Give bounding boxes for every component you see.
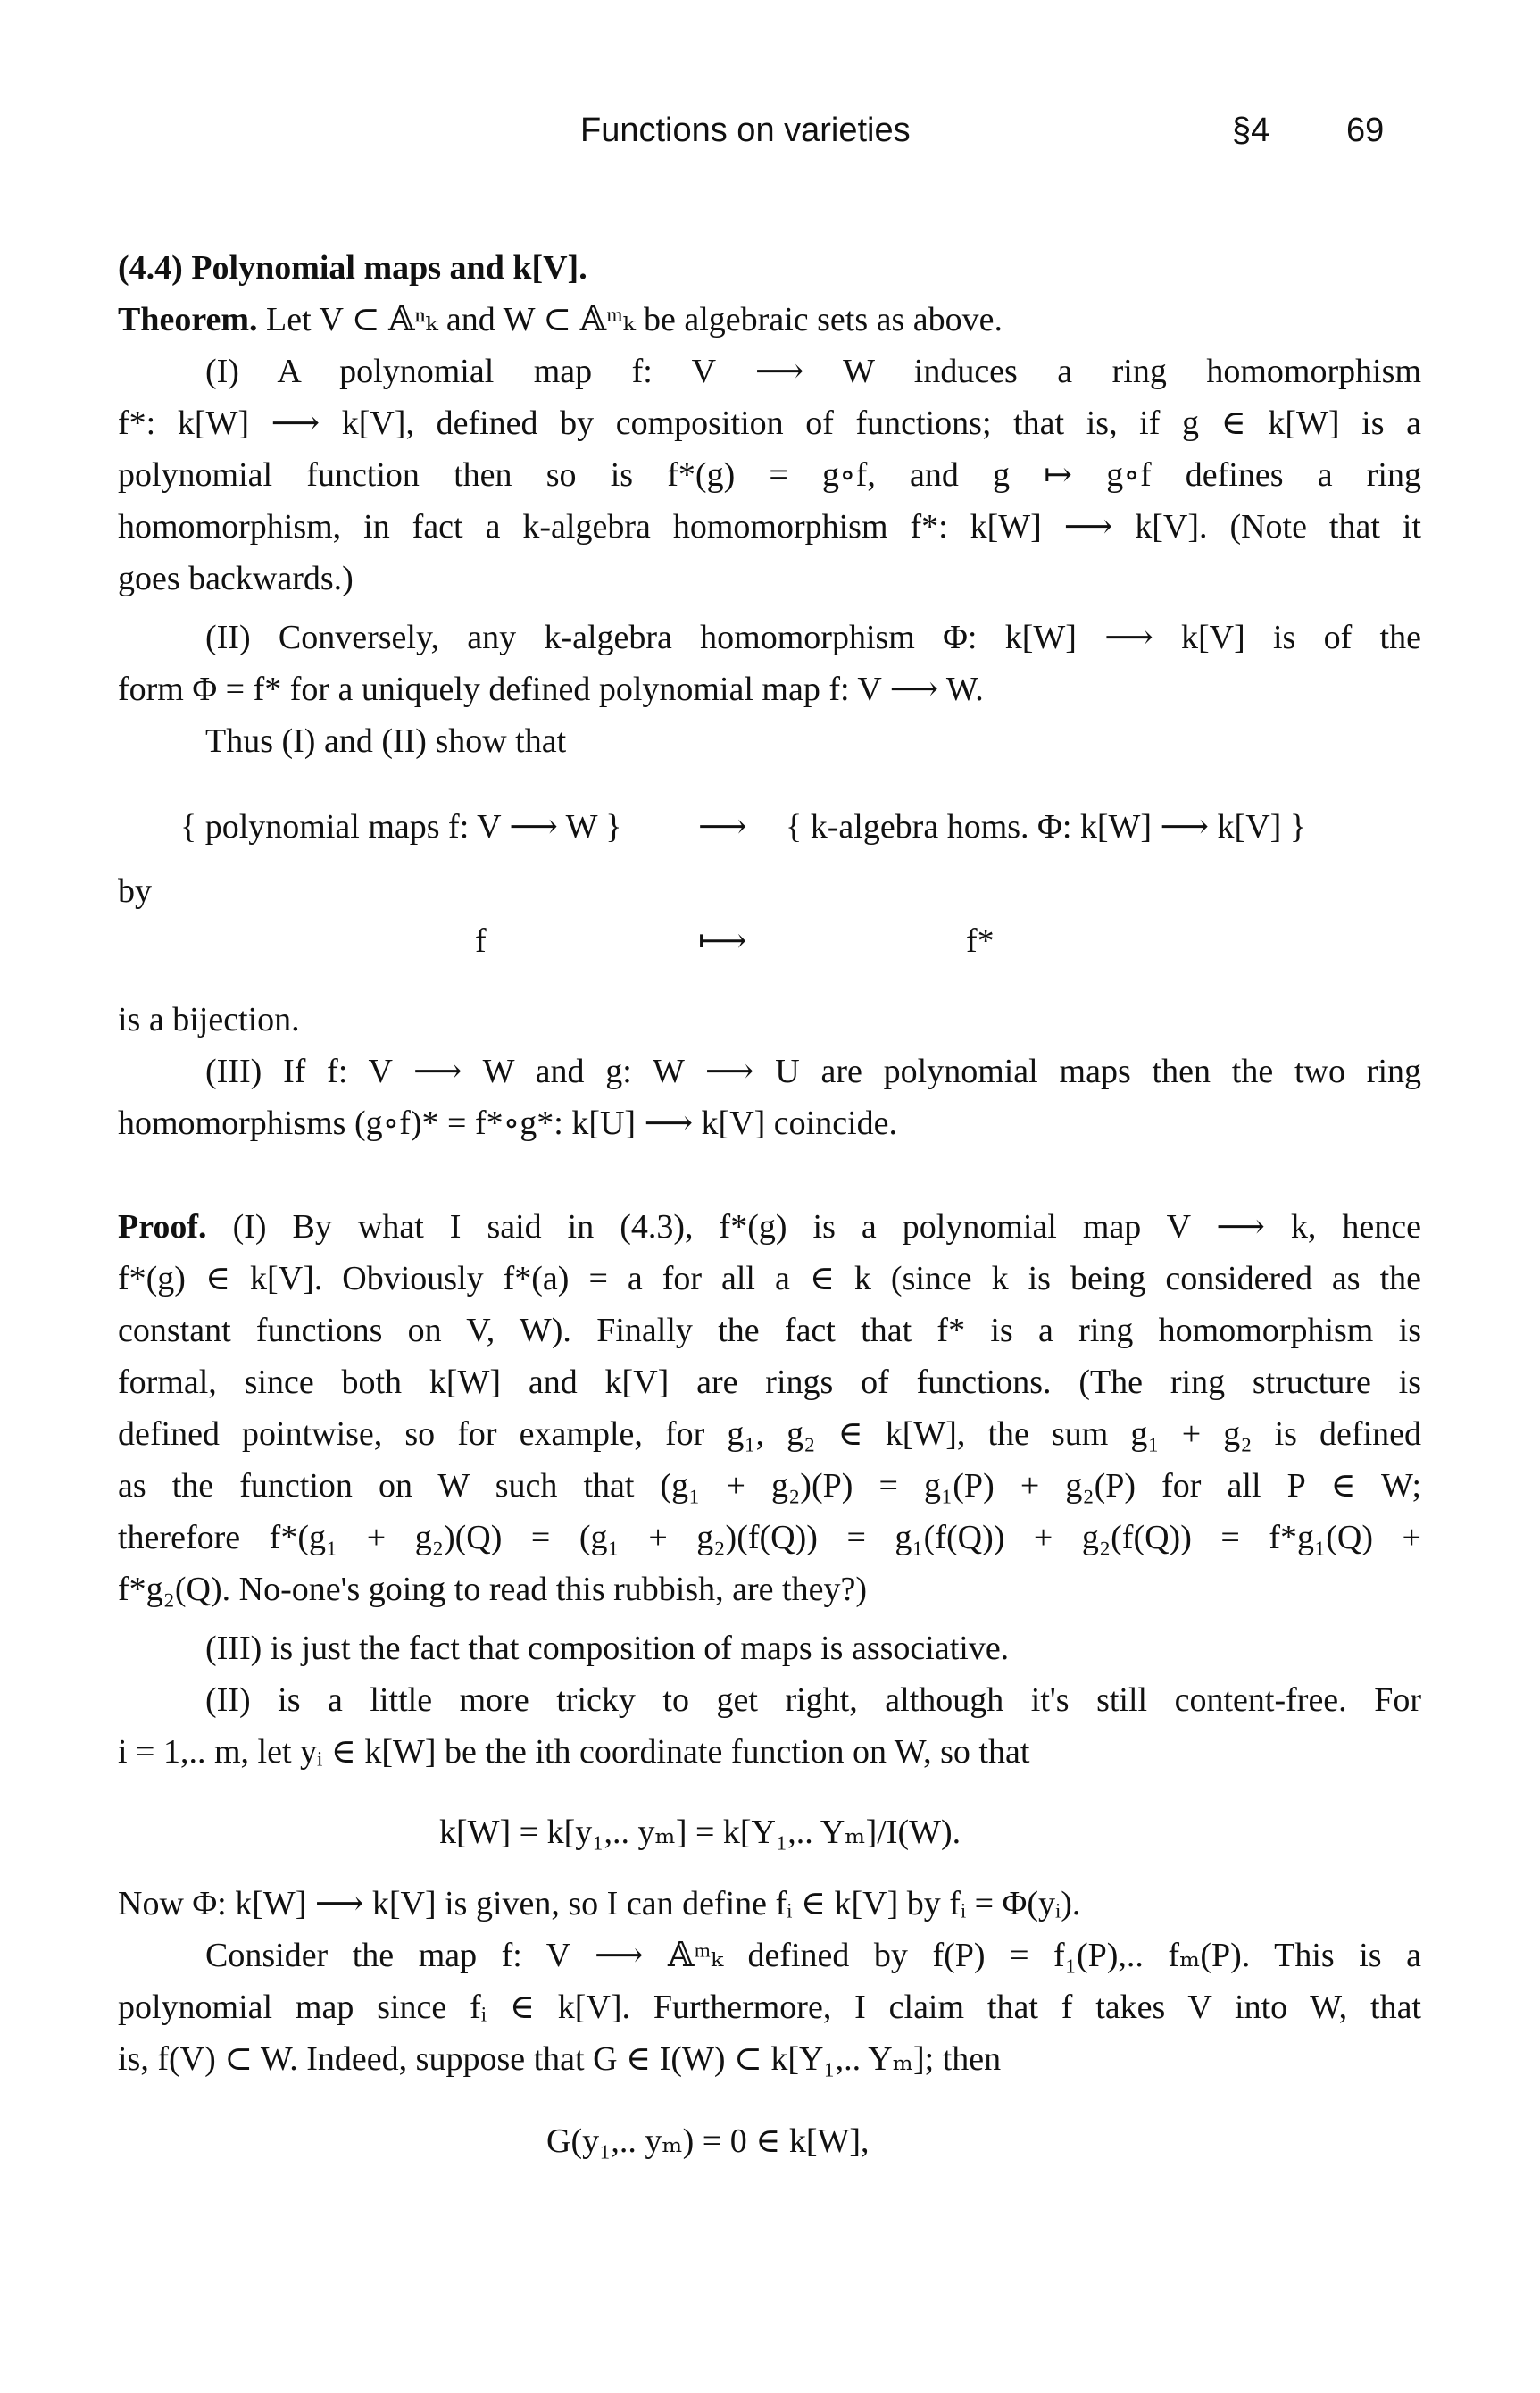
- display-equation: G(y₁,.. yₘ) = 0 ∈ k[W],: [546, 2122, 870, 2160]
- text-line: Thus (I) and (II) show that: [205, 722, 567, 760]
- text-line: is a bijection.: [118, 1001, 300, 1038]
- text-line: formal, since both k[W] and k[V] are rings of functions. (The ring structure is: [118, 1363, 1421, 1401]
- page-number: 69: [1346, 112, 1385, 149]
- text-line: polynomial function then so is f*(g) = g∘f, and g ↦ g∘f defines a ring: [118, 456, 1421, 494]
- proof-first-line: [118, 1202, 1421, 1253]
- section-number: §4: [1232, 112, 1270, 149]
- bijection-right-set: { k-algebra homs. Φ: k[W] ⟶ k[V] }: [786, 808, 1307, 846]
- running-header: [0, 105, 1540, 159]
- text-line: goes backwards.): [118, 560, 354, 597]
- text-line: homomorphism, in fact a k-algebra homomorphism f*: k[W] ⟶ k[V]. (Note that it: [118, 508, 1421, 546]
- text-line: (III) is just the fact that composition of maps is associative.: [205, 1630, 1010, 1667]
- theorem-label: Theorem.: [118, 301, 258, 338]
- text-line: (III) If f: V ⟶ W and g: W ⟶ U are polynomial maps then the two ring: [205, 1053, 1421, 1090]
- text-line: as the function on W such that (g₁ + g₂)(P) = g₁(P) + g₂(P) for all P ∈ W;: [118, 1467, 1421, 1505]
- text-line: f*g₂(Q). No-one's going to read this rubbish, are they?): [118, 1571, 867, 1608]
- text-line: f*(g) ∈ k[V]. Obviously f*(a) = a for all a ∈ k (since k is being considered as the: [118, 1260, 1421, 1297]
- text-line: form Φ = f* for a uniquely defined polynomial map f: V ⟶ W.: [118, 671, 984, 708]
- text-line: therefore f*(g₁ + g₂)(Q) = (g₁ + g₂)(f(Q)) = g₁(f(Q)) + g₂(f(Q)) = f*g₁(Q) +: [118, 1519, 1421, 1556]
- heading-number: (4.4): [118, 249, 183, 287]
- text-line: (II) is a little more tricky to get right, although it's still content-free. For: [205, 1681, 1421, 1719]
- text-line: Now Φ: k[W] ⟶ k[V] is given, so I can define fᵢ ∈ k[V] by fᵢ = Φ(yᵢ).: [118, 1885, 1081, 1922]
- text-line: constant functions on V, W). Finally the fact that f* is a ring homomorphism is: [118, 1312, 1421, 1349]
- text-line: homomorphisms (g∘f)* = f*∘g*: k[U] ⟶ k[V] coincide.: [118, 1105, 898, 1142]
- theorem-first-line: [118, 295, 1421, 346]
- text-line: (II) Conversely, any k-algebra homomorphism Φ: k[W] ⟶ k[V] is of the: [205, 619, 1421, 656]
- text-line: defined pointwise, so for example, for g₁, g₂ ∈ k[W], the sum g₁ + g₂ is defined: [118, 1415, 1421, 1453]
- text-line: (I) A polynomial map f: V ⟶ W induces a ring homomorphism: [205, 353, 1421, 390]
- theorem-statement: Let V ⊂ 𝔸ⁿₖ and W ⊂ 𝔸ᵐₖ be algebraic sets as above.: [266, 301, 1003, 338]
- subsection-heading: [118, 243, 1421, 294]
- bijection-arrow: ⟶: [698, 808, 747, 846]
- heading-text: Polynomial maps and k[V].: [191, 249, 587, 287]
- display-equation: k[W] = k[y₁,.. yₘ] = k[Y₁,.. Yₘ]/I(W).: [439, 1814, 961, 1851]
- text-line: Consider the map f: V ⟶ 𝔸ᵐₖ defined by f(P) = f₁(P),.. fₘ(P). This is a: [205, 1937, 1421, 1974]
- mapsto-arrow: ⟼: [698, 922, 747, 960]
- map-target: f*: [966, 922, 995, 960]
- proof-text: (I) By what I said in (4.3), f*(g) is a polynomial map V ⟶ k, hence: [232, 1208, 1421, 1246]
- text-line: is, f(V) ⊂ W. Indeed, suppose that G ∈ I(W) ⊂ k[Y₁,.. Yₘ]; then: [118, 2040, 1002, 2078]
- map-source: f: [475, 922, 487, 960]
- text-line: i = 1,.. m, let yᵢ ∈ k[W] be the ith coordinate function on W, so that: [118, 1733, 1030, 1771]
- text-line: by: [118, 872, 152, 910]
- bijection-left-set: { polynomial maps f: V ⟶ W }: [180, 808, 622, 846]
- text-line: polynomial map since fᵢ ∈ k[V]. Furthermore, I claim that f takes V into W, that: [118, 1989, 1421, 2026]
- proof-label: Proof.: [118, 1208, 207, 1246]
- text-line: f*: k[W] ⟶ k[V], defined by composition of functions; that is, if g ∈ k[W] is a: [118, 404, 1421, 442]
- running-title: Functions on varieties: [580, 112, 911, 149]
